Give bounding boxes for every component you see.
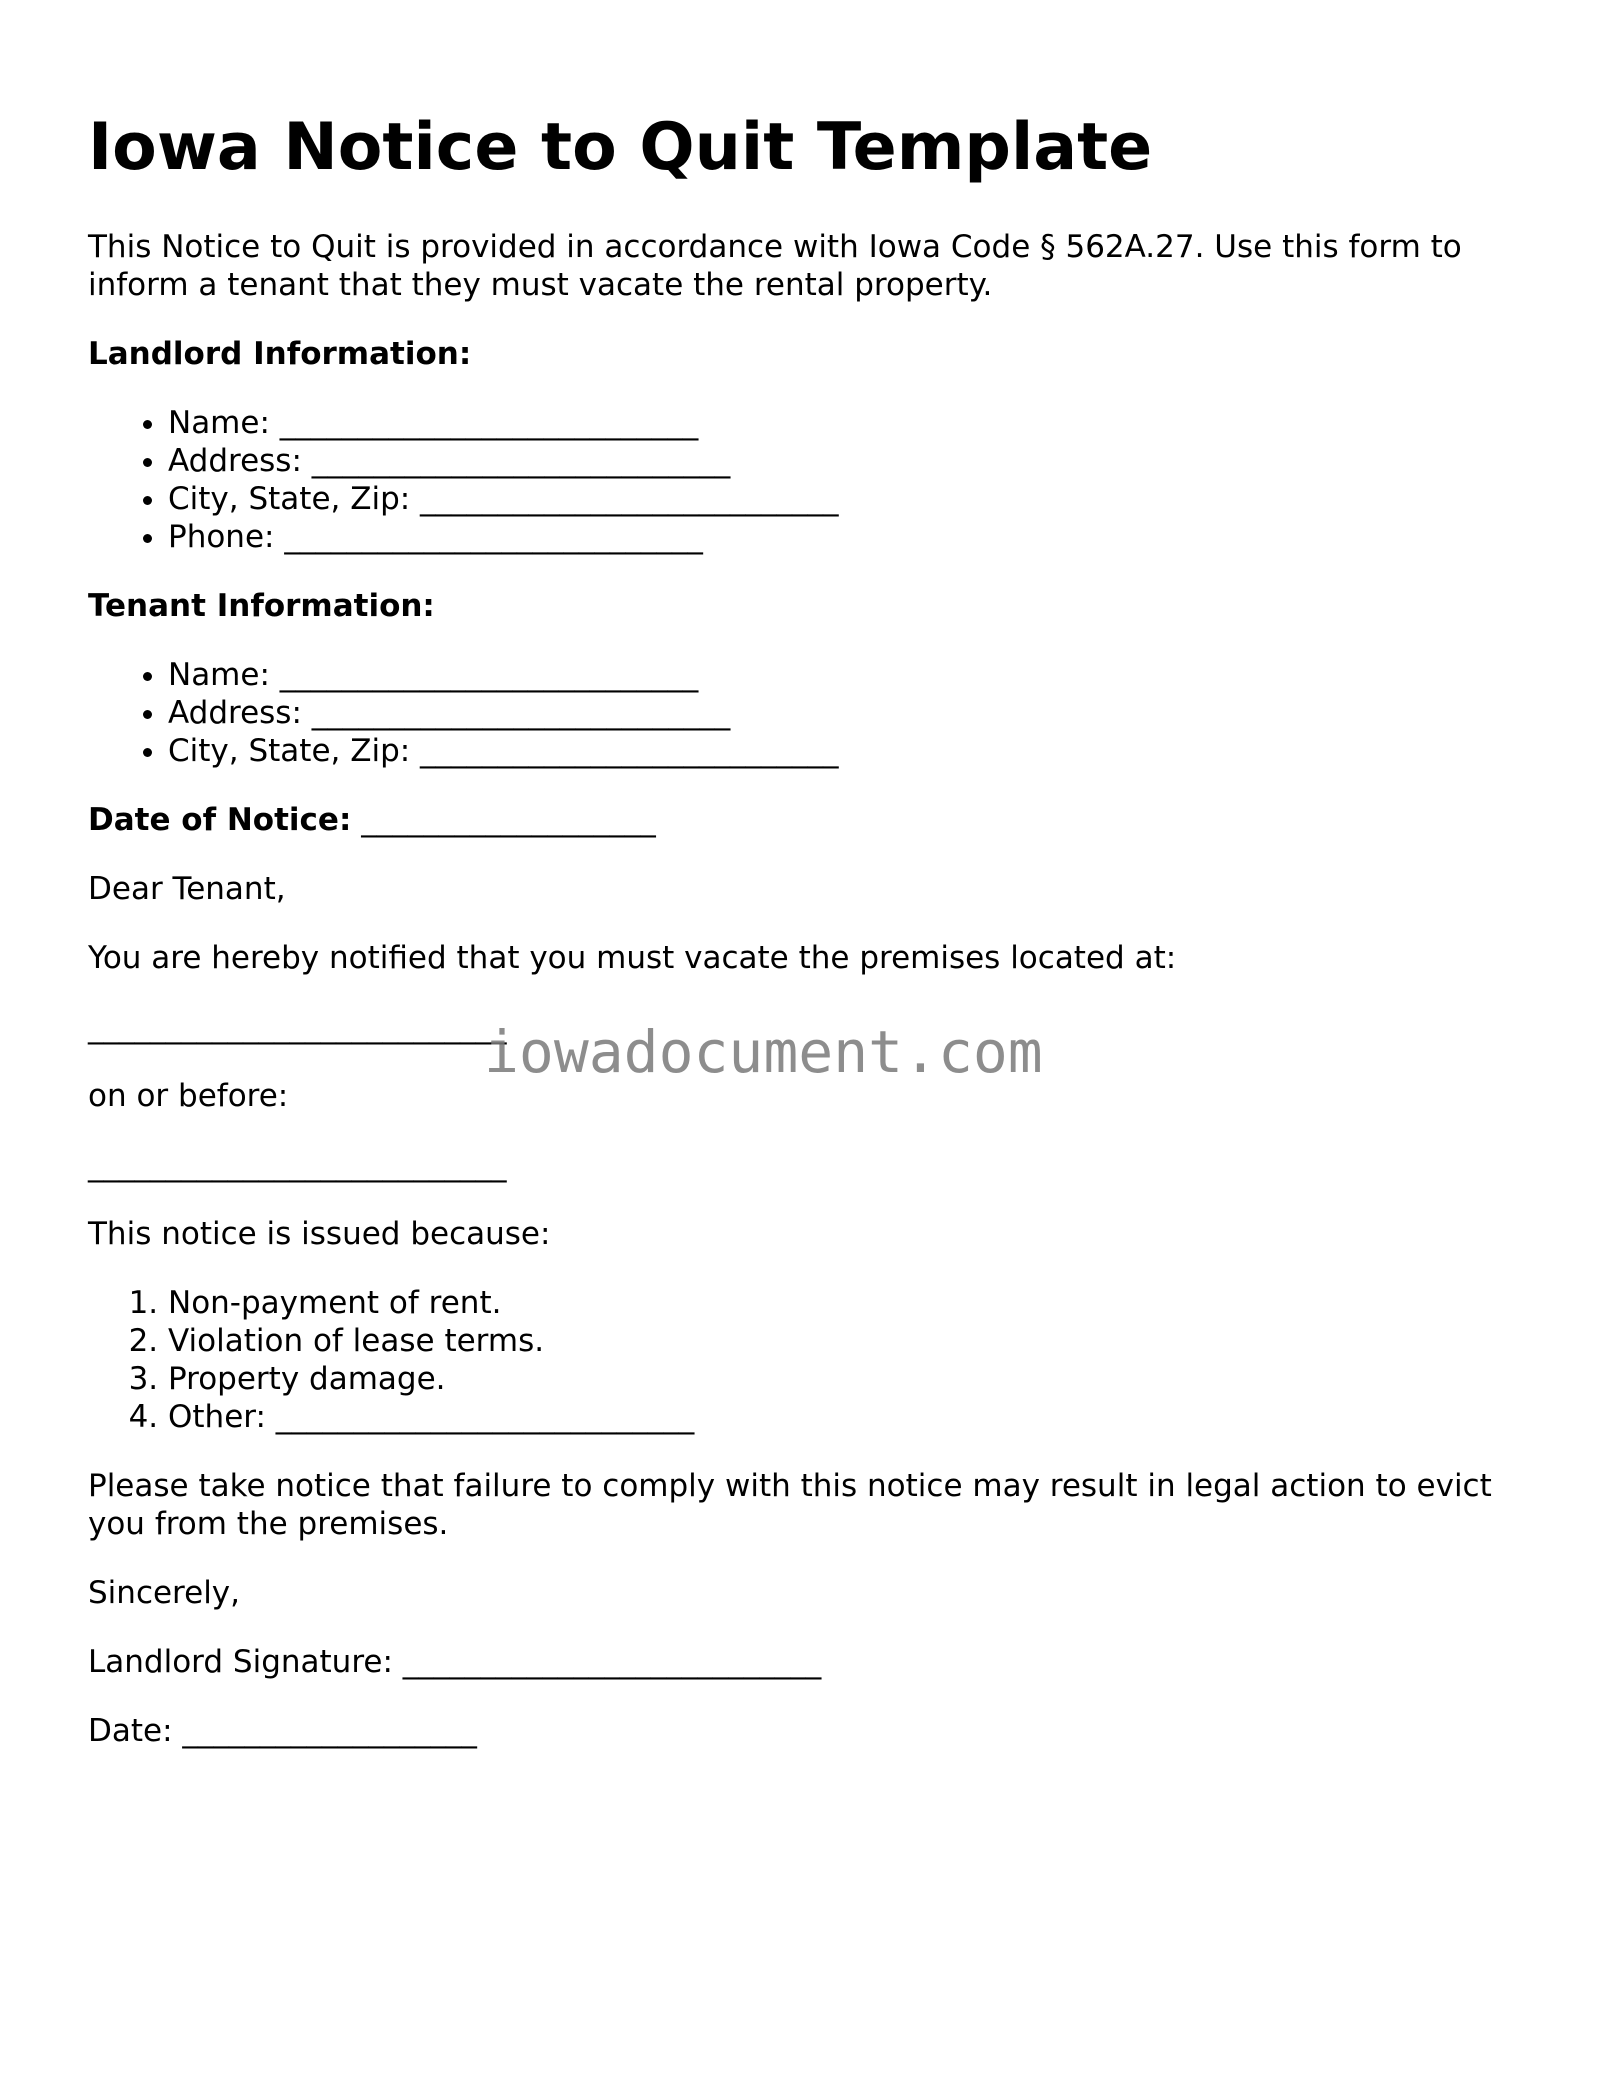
tenant-city-state-zip-field: • City, State, Zip: ___________________________ — [168, 732, 1548, 770]
landlord-heading: Landlord Information: — [88, 336, 472, 372]
warning-paragraph: Please take notice that failure to comply with this notice may result in legal action to evict you from the premises. — [88, 1468, 1492, 1542]
date-of-notice-blank: ___________________ — [361, 802, 656, 838]
page-title: Iowa Notice to Quit Template — [88, 110, 1153, 185]
on-or-before-label: on or before: — [88, 1078, 289, 1114]
landlord-address-field: • Address: ___________________________ — [168, 442, 1548, 480]
landlord-info-list — [88, 404, 1548, 556]
signature-line: Landlord Signature: ___________________________ — [88, 1644, 822, 1680]
landlord-city-state-zip-field: • City, State, Zip: ___________________________ — [168, 480, 1548, 518]
reason-item: 1. Non-payment of rent. — [168, 1284, 1548, 1322]
closing: Sincerely, — [88, 1575, 241, 1611]
premises-statement: You are hereby notified that you must vacate the premises located at: — [88, 940, 1177, 976]
landlord-phone-field: • Phone: ___________________________ — [168, 518, 1548, 556]
tenant-info-list — [88, 656, 1548, 770]
tenant-heading: Tenant Information: — [88, 588, 435, 624]
premises-blank: ___________________________ — [88, 1009, 507, 1045]
intro-paragraph: This Notice to Quit is provided in accordance with Iowa Code § 562A.27. Use this form to inform a tenant that they must vacate the rental property. — [88, 229, 1462, 303]
tenant-address-field: • Address: ___________________________ — [168, 694, 1548, 732]
date-line: Date: ___________________ — [88, 1713, 477, 1749]
reason-item: 3. Property damage. — [168, 1360, 1548, 1398]
watermark: iowadocument.com — [484, 1018, 1043, 1086]
date-of-notice-line — [88, 801, 1548, 839]
vacate-date-blank: ___________________________ — [88, 1147, 507, 1183]
reason-item: 2. Violation of lease terms. — [168, 1322, 1548, 1360]
landlord-name-field: • Name: ___________________________ — [168, 404, 1548, 442]
reason-item-other: 4. Other: ___________________________ — [168, 1398, 1548, 1436]
salutation: Dear Tenant, — [88, 871, 286, 907]
tenant-name-field: • Name: ___________________________ — [168, 656, 1548, 694]
document-page — [88, 108, 1548, 1781]
reason-intro: This notice is issued because: — [88, 1216, 551, 1252]
date-of-notice-label: Date of Notice: — [88, 802, 352, 838]
reasons-list — [88, 1284, 1548, 1436]
